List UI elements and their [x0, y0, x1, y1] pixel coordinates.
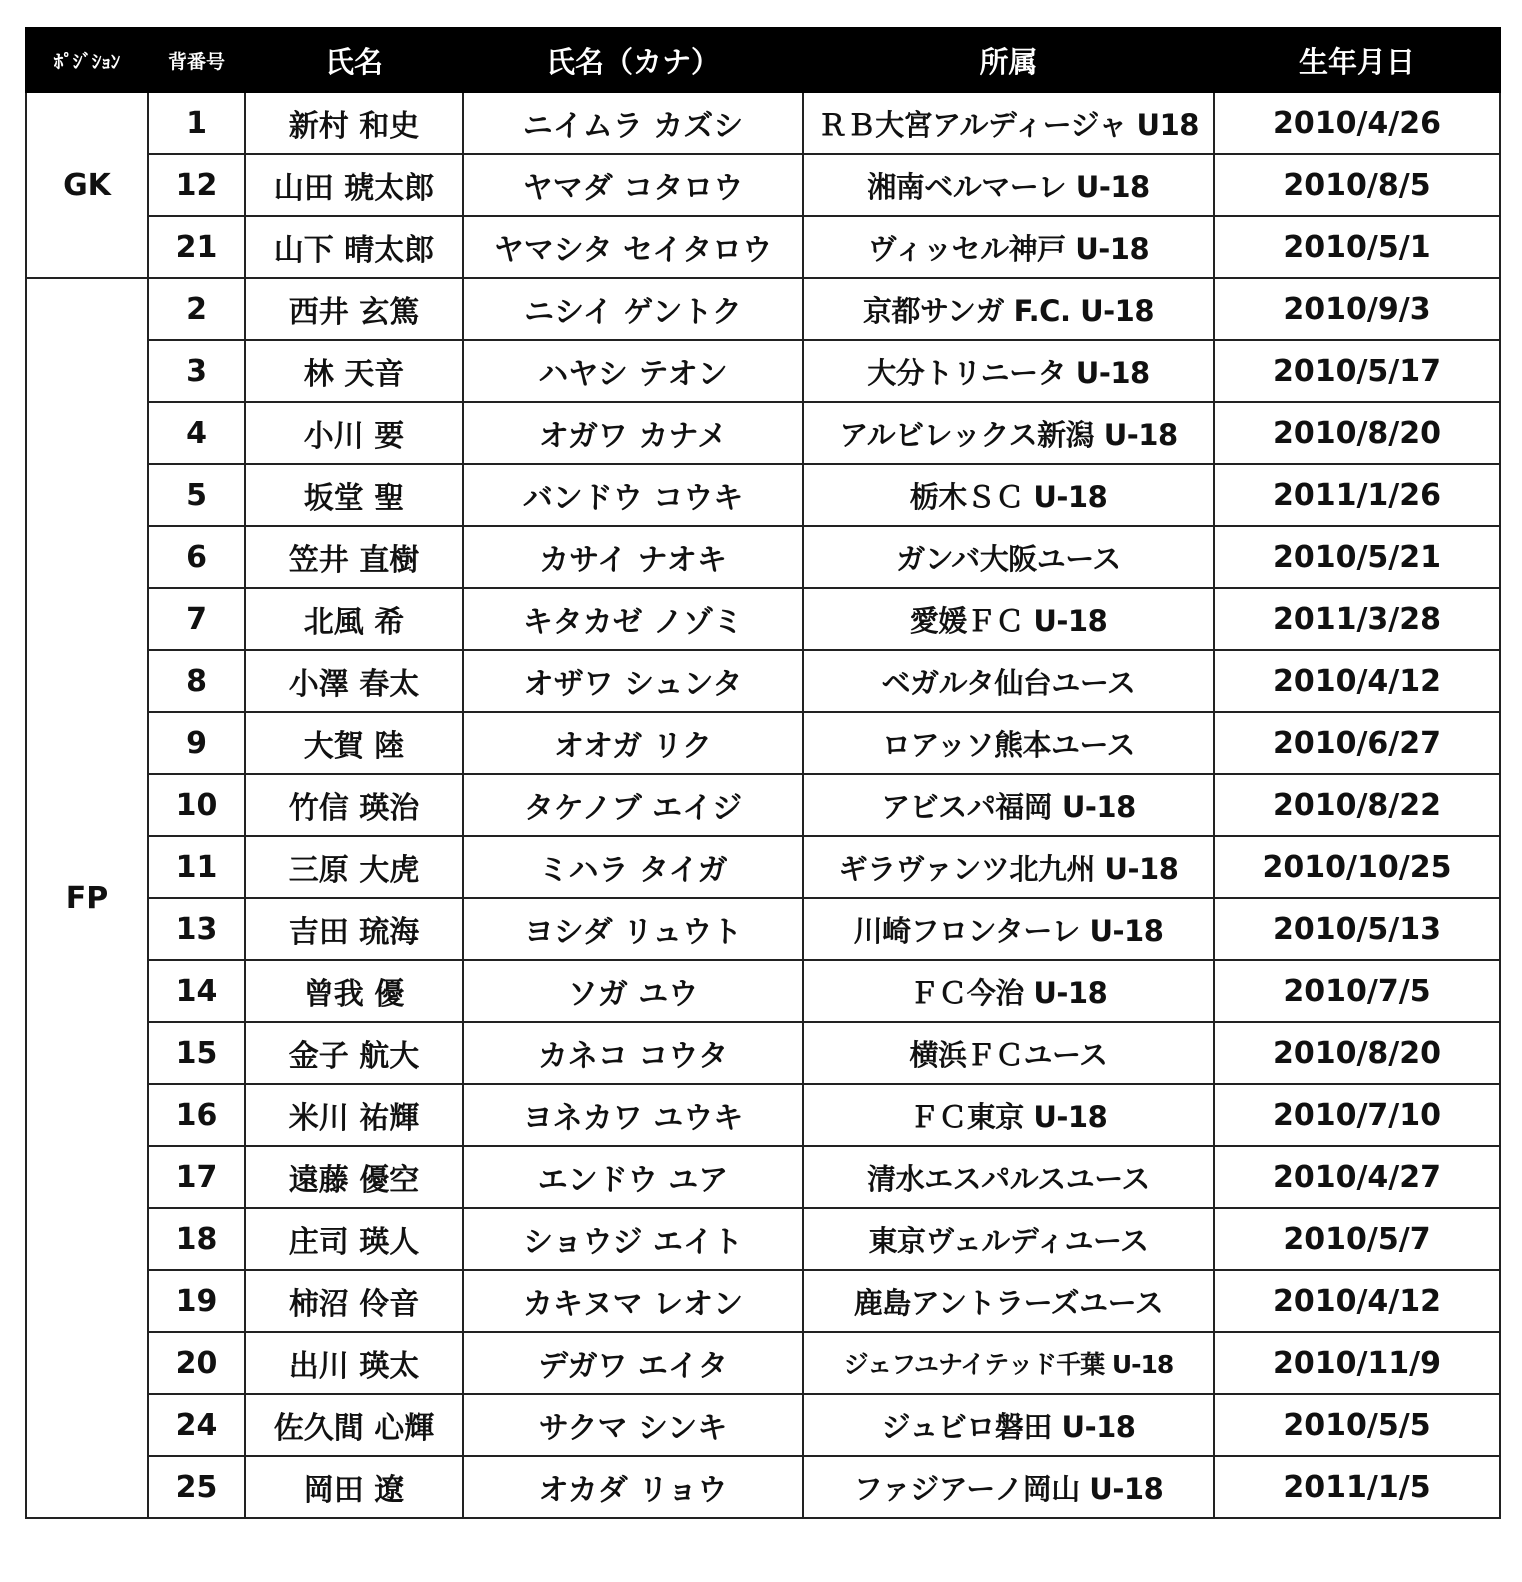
name-cell: 柿沼 伶音 [245, 1270, 463, 1332]
number-cell: 10 [148, 774, 245, 836]
birth-cell: 2010/4/12 [1214, 650, 1500, 712]
birth-cell: 2010/8/20 [1214, 402, 1500, 464]
club-cell: 川崎フロンターレ U-18 [803, 898, 1214, 960]
table-row [26, 1270, 1500, 1332]
table-row [26, 216, 1500, 278]
header-number: 背番号 [148, 28, 245, 92]
table-row [26, 1208, 1500, 1270]
number-cell: 13 [148, 898, 245, 960]
kana-cell: デガワ エイタ [463, 1332, 803, 1394]
kana-cell: ショウジ エイト [463, 1208, 803, 1270]
number-cell: 8 [148, 650, 245, 712]
birth-cell: 2011/1/5 [1214, 1456, 1500, 1518]
number-cell: 3 [148, 340, 245, 402]
header-birth: 生年月日 [1214, 28, 1500, 92]
birth-cell: 2010/4/12 [1214, 1270, 1500, 1332]
number-cell: 11 [148, 836, 245, 898]
header-club: 所属 [803, 28, 1214, 92]
kana-cell: ヤマダ コタロウ [463, 154, 803, 216]
kana-cell: エンドウ ユア [463, 1146, 803, 1208]
name-cell: 三原 大虎 [245, 836, 463, 898]
kana-cell: キタカゼ ノゾミ [463, 588, 803, 650]
table-row [26, 712, 1500, 774]
club-cell: ジュビロ磐田 U-18 [803, 1394, 1214, 1456]
header-kana: 氏名（カナ） [463, 28, 803, 92]
name-cell: 出川 瑛太 [245, 1332, 463, 1394]
club-cell: 湘南ベルマーレ U-18 [803, 154, 1214, 216]
number-cell: 20 [148, 1332, 245, 1394]
table-row [26, 526, 1500, 588]
number-cell: 12 [148, 154, 245, 216]
birth-cell: 2010/5/7 [1214, 1208, 1500, 1270]
name-cell: 庄司 瑛人 [245, 1208, 463, 1270]
name-cell: 新村 和史 [245, 92, 463, 154]
birth-cell: 2010/10/25 [1214, 836, 1500, 898]
name-cell: 吉田 琉海 [245, 898, 463, 960]
number-cell: 16 [148, 1084, 245, 1146]
birth-cell: 2010/5/17 [1214, 340, 1500, 402]
number-cell: 6 [148, 526, 245, 588]
table-row [26, 92, 1500, 154]
table-row [26, 588, 1500, 650]
name-cell: 山下 晴太郎 [245, 216, 463, 278]
club-cell: 大分トリニータ U-18 [803, 340, 1214, 402]
table-row [26, 340, 1500, 402]
club-cell: ＦＣ今治 U-18 [803, 960, 1214, 1022]
number-cell: 17 [148, 1146, 245, 1208]
kana-cell: オカダ リョウ [463, 1456, 803, 1518]
kana-cell: オガワ カナメ [463, 402, 803, 464]
table-row [26, 154, 1500, 216]
number-cell: 25 [148, 1456, 245, 1518]
birth-cell: 2010/4/27 [1214, 1146, 1500, 1208]
kana-cell: ヨネカワ ユウキ [463, 1084, 803, 1146]
club-cell: 鹿島アントラーズユース [803, 1270, 1214, 1332]
birth-cell: 2010/9/3 [1214, 278, 1500, 340]
club-cell: ロアッソ熊本ユース [803, 712, 1214, 774]
number-cell: 14 [148, 960, 245, 1022]
kana-cell: ヨシダ リュウト [463, 898, 803, 960]
kana-cell: バンドウ コウキ [463, 464, 803, 526]
header-position: ﾎﾟｼﾞｼｮﾝ [26, 28, 148, 92]
header-name: 氏名 [245, 28, 463, 92]
birth-cell: 2010/5/21 [1214, 526, 1500, 588]
kana-cell: サクマ シンキ [463, 1394, 803, 1456]
table-row [26, 898, 1500, 960]
number-cell: 21 [148, 216, 245, 278]
number-cell: 4 [148, 402, 245, 464]
name-cell: 北風 希 [245, 588, 463, 650]
club-cell: ジェフユナイテッド千葉 U-18 [803, 1332, 1214, 1394]
number-cell: 15 [148, 1022, 245, 1084]
birth-cell: 2010/5/1 [1214, 216, 1500, 278]
name-cell: 大賀 陸 [245, 712, 463, 774]
number-cell: 19 [148, 1270, 245, 1332]
name-cell: 竹信 瑛治 [245, 774, 463, 836]
kana-cell: ミハラ タイガ [463, 836, 803, 898]
name-cell: 金子 航大 [245, 1022, 463, 1084]
kana-cell: カサイ ナオキ [463, 526, 803, 588]
birth-cell: 2010/8/20 [1214, 1022, 1500, 1084]
number-cell: 7 [148, 588, 245, 650]
name-cell: 笠井 直樹 [245, 526, 463, 588]
table-row [26, 278, 1500, 340]
name-cell: 米川 祐輝 [245, 1084, 463, 1146]
club-cell: ヴィッセル神戸 U-18 [803, 216, 1214, 278]
header-row [26, 28, 1500, 92]
club-cell: アビスパ福岡 U-18 [803, 774, 1214, 836]
name-cell: 岡田 遼 [245, 1456, 463, 1518]
table-row [26, 1394, 1500, 1456]
club-cell: ベガルタ仙台ユース [803, 650, 1214, 712]
table-row [26, 1332, 1500, 1394]
birth-cell: 2010/5/13 [1214, 898, 1500, 960]
kana-cell: カネコ コウタ [463, 1022, 803, 1084]
name-cell: 西井 玄篤 [245, 278, 463, 340]
table-row [26, 464, 1500, 526]
table-row [26, 1456, 1500, 1518]
roster-header [26, 28, 1500, 92]
table-row [26, 402, 1500, 464]
number-cell: 2 [148, 278, 245, 340]
name-cell: 林 天音 [245, 340, 463, 402]
birth-cell: 2010/5/5 [1214, 1394, 1500, 1456]
birth-cell: 2010/7/10 [1214, 1084, 1500, 1146]
birth-cell: 2010/8/22 [1214, 774, 1500, 836]
club-cell: 東京ヴェルディユース [803, 1208, 1214, 1270]
name-cell: 小川 要 [245, 402, 463, 464]
number-cell: 1 [148, 92, 245, 154]
position-cell: FP [26, 278, 148, 1518]
number-cell: 9 [148, 712, 245, 774]
name-cell: 曾我 優 [245, 960, 463, 1022]
kana-cell: タケノブ エイジ [463, 774, 803, 836]
club-cell: ＲＢ大宮アルディージャ U18 [803, 92, 1214, 154]
club-cell: 清水エスパルスユース [803, 1146, 1214, 1208]
number-cell: 24 [148, 1394, 245, 1456]
position-cell: GK [26, 92, 148, 278]
kana-cell: オザワ シュンタ [463, 650, 803, 712]
birth-cell: 2011/3/28 [1214, 588, 1500, 650]
kana-cell: ニイムラ カズシ [463, 92, 803, 154]
kana-cell: ソガ ユウ [463, 960, 803, 1022]
table-row [26, 774, 1500, 836]
table-row [26, 960, 1500, 1022]
table-row [26, 1084, 1500, 1146]
name-cell: 坂堂 聖 [245, 464, 463, 526]
kana-cell: ニシイ ゲントク [463, 278, 803, 340]
birth-cell: 2010/8/5 [1214, 154, 1500, 216]
name-cell: 山田 琥太郎 [245, 154, 463, 216]
birth-cell: 2011/1/26 [1214, 464, 1500, 526]
club-cell: ガンバ大阪ユース [803, 526, 1214, 588]
club-cell: 京都サンガ F.C. U-18 [803, 278, 1214, 340]
kana-cell: ハヤシ テオン [463, 340, 803, 402]
club-cell: 栃木ＳＣ U-18 [803, 464, 1214, 526]
birth-cell: 2010/6/27 [1214, 712, 1500, 774]
birth-cell: 2010/4/26 [1214, 92, 1500, 154]
birth-cell: 2010/11/9 [1214, 1332, 1500, 1394]
name-cell: 佐久間 心輝 [245, 1394, 463, 1456]
kana-cell: オオガ リク [463, 712, 803, 774]
club-cell: ＦＣ東京 U-18 [803, 1084, 1214, 1146]
birth-cell: 2010/7/5 [1214, 960, 1500, 1022]
club-cell: ギラヴァンツ北九州 U-18 [803, 836, 1214, 898]
club-cell: 愛媛ＦＣ U-18 [803, 588, 1214, 650]
table-row [26, 1146, 1500, 1208]
name-cell: 小澤 春太 [245, 650, 463, 712]
club-cell: ファジアーノ岡山 U-18 [803, 1456, 1214, 1518]
roster-table [25, 27, 1501, 1519]
table-row [26, 836, 1500, 898]
club-cell: 横浜ＦＣユース [803, 1022, 1214, 1084]
kana-cell: カキヌマ レオン [463, 1270, 803, 1332]
name-cell: 遠藤 優空 [245, 1146, 463, 1208]
roster-body [26, 92, 1500, 1518]
kana-cell: ヤマシタ セイタロウ [463, 216, 803, 278]
number-cell: 5 [148, 464, 245, 526]
number-cell: 18 [148, 1208, 245, 1270]
table-row [26, 1022, 1500, 1084]
club-cell: アルビレックス新潟 U-18 [803, 402, 1214, 464]
table-row [26, 650, 1500, 712]
